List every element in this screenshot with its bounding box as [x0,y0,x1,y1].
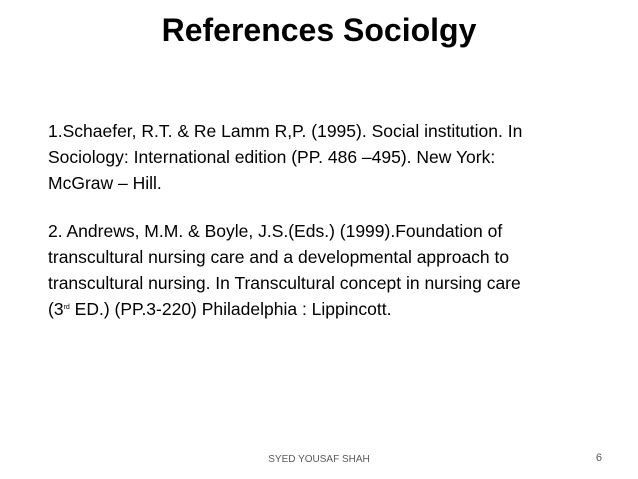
reference-line: Sociology: International edition (PP. 486 –495). New York: [48,147,496,167]
reference-line: 1.Schaefer, R.T. & Re Lamm R,P. (1995). Social institution. In [48,121,523,141]
edition-suffix: ED.) (PP.3-220) Philadelphia : Lippincott. [69,299,392,319]
reference-line [48,296,618,322]
slide-title: References Sociolgy [161,12,477,48]
footer-author: SYED YOUSAF SHAH [268,454,370,465]
edition-prefix: (3 [48,299,64,319]
reference-line: transcultural nursing. In Transcultural concept in nursing care [48,273,521,293]
page-number: 6 [595,452,602,464]
reference-line: transcultural nursing care and a developmental approach to [48,247,510,267]
reference-line: 2. Andrews, M.M. & Boyle, J.S.(Eds.) (1999).Foundation of [48,221,503,241]
edition-superscript: rd [63,304,70,311]
references-list [48,118,618,344]
reference-line: McGraw – Hill. [48,173,162,193]
reference-item-1 [48,118,618,196]
reference-item-2 [48,218,618,322]
